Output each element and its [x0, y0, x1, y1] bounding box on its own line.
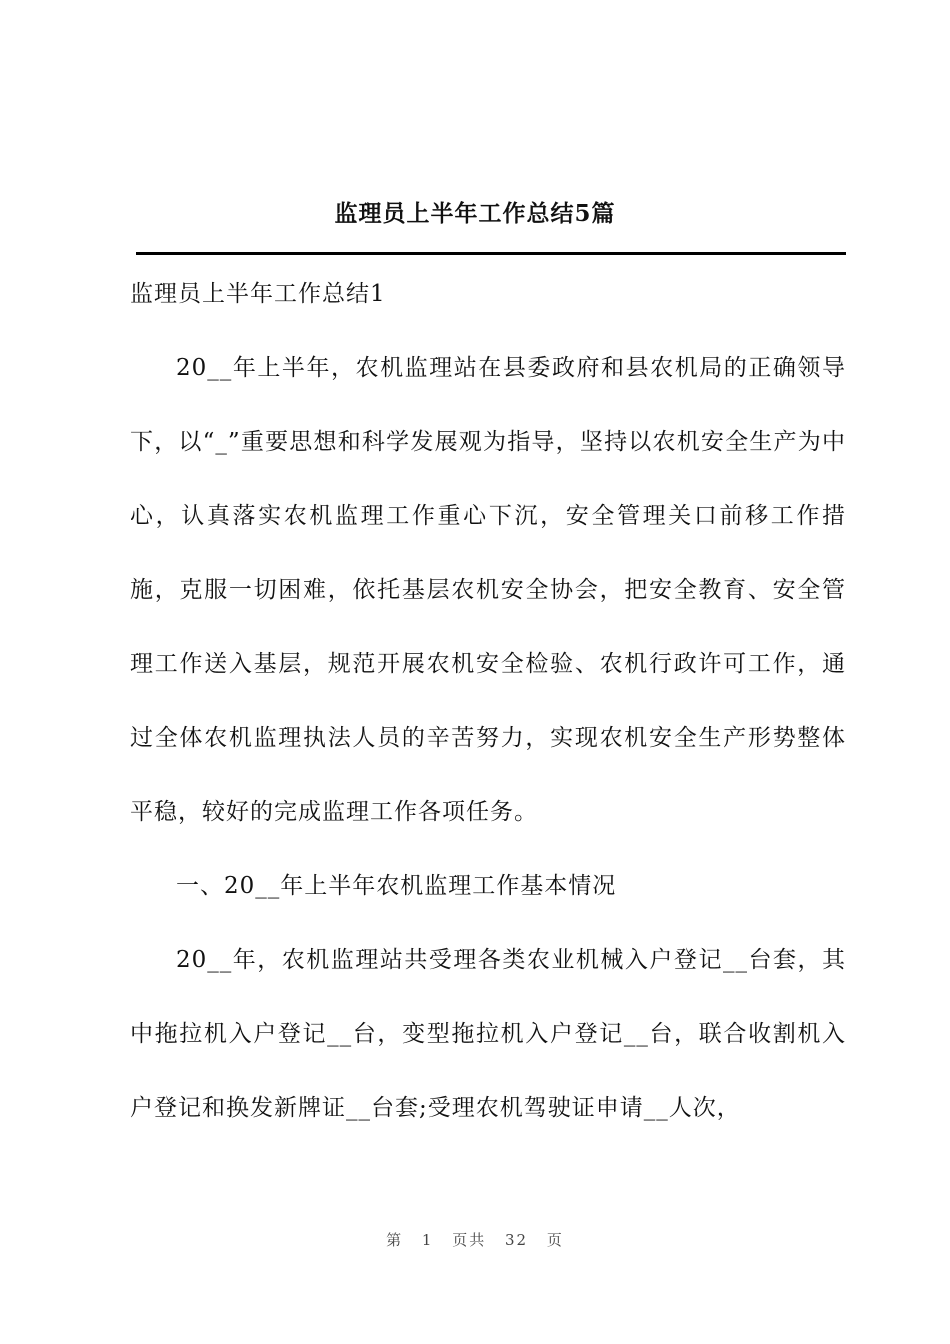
body-paragraph: 20__年，农机监理站共受理各类农业机械入户登记__台套，其中拖拉机入户登记__台，变型拖拉机入户登记__台，联合收割机入户登记和换发新牌证__台套;受理农机驾驶证申请__人次，: [130, 947, 846, 1121]
body-paragraph: 20__年上半年，农机监理站在县委政府和县农机局的正确领导下，以“_”重要思想和科学发展观为指导，坚持以农机安全生产为中心，认真落实农机监理工作重心下沉，安全管理关口前移工作措施，克服一切困难，依托基层农机安全协会，把安全教育、安全管理工作送入基层，规范开展农机安全检验、农机行政许可工作，通过全体农机监理执法人员的辛苦努力，实现农机安全生产形势整体平稳，较好的完成监理工作各项任务。: [130, 355, 846, 825]
document-title: 监理员上半年工作总结5篇: [334, 200, 616, 227]
paragraph-block: [130, 331, 846, 849]
footer-page-prefix: 第: [386, 1231, 404, 1249]
footer-total-pages: 32: [505, 1231, 529, 1249]
footer-page-number: 1: [421, 1231, 434, 1249]
footer-page-suffix: 页: [546, 1231, 564, 1249]
title-divider: [136, 252, 846, 255]
page-footer: [0, 1228, 950, 1252]
footer-page-middle: 页共: [452, 1231, 487, 1249]
paragraph-block: [130, 849, 846, 923]
section-heading: 监理员上半年工作总结1: [130, 281, 386, 307]
subsection-heading: 一、20__年上半年农机监理工作基本情况: [176, 873, 617, 899]
paragraph-block: [130, 923, 846, 1145]
